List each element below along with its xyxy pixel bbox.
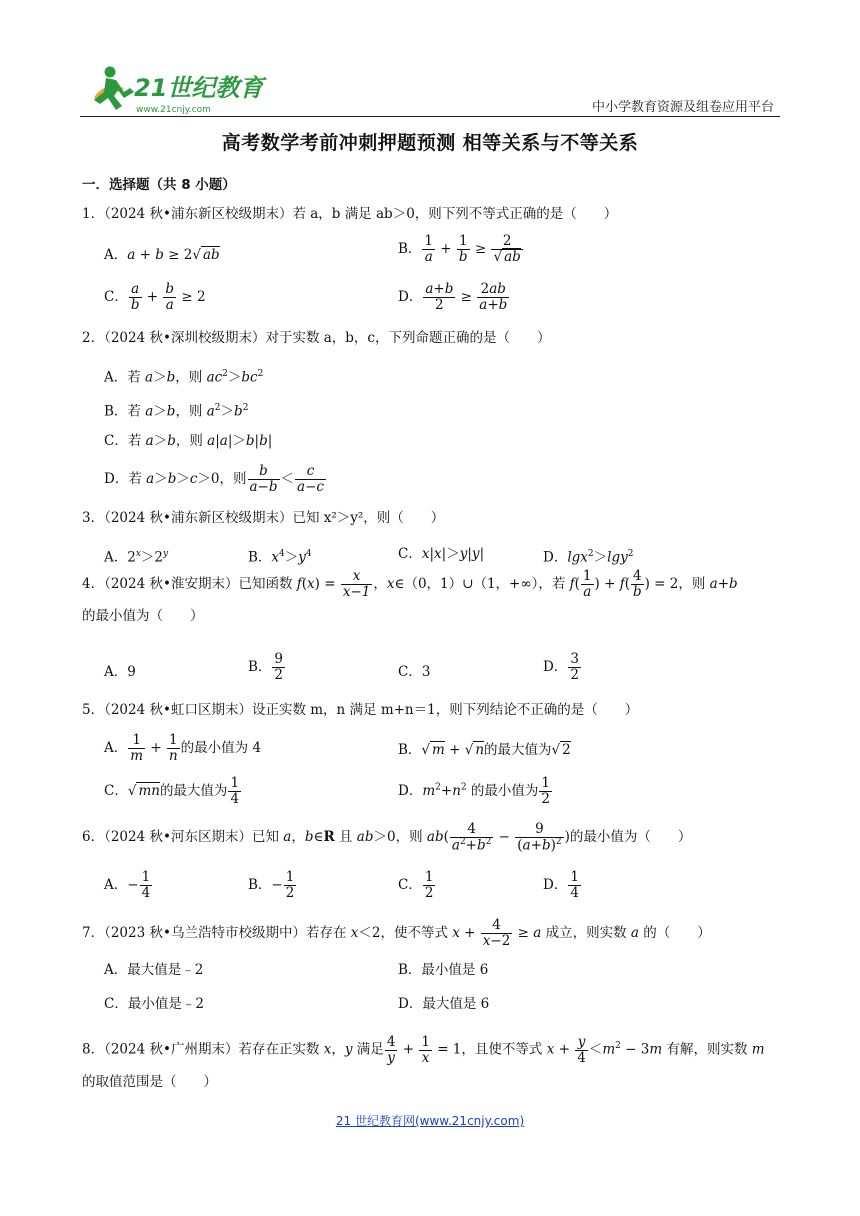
question-3-option-a: A．$2^x>2^y$ — [104, 549, 169, 566]
question-7-stem: 7．（2023 秋•乌兰浩特市校级期中）若存在 x＜2，使不等式 x + $\frac{4}{x-2}$ ≥ a 成立，则实数 a 的（ ） — [82, 917, 711, 949]
question-4-option-a: A．9 — [104, 664, 136, 680]
question-5-option-b: B．√ m + √ n的最大值为√ 2 — [398, 742, 571, 758]
question-1-stem: 1．（2024 秋•浦东新区校级期末）若 a，b 满足 ab＞0，则下列不等式正确的是（ ） — [82, 206, 618, 222]
question-8-stem: 8．（2024 秋•广州期末）若存在正实数 x，y 满足 $\frac{4}{y}$ + $\frac{1}{x}$ = 1，且使不等式 x + $\frac{y}{4}$ $<m^2 - 3m$ 有解，则实数 m 的取值范围是（ ） — [82, 1033, 765, 1090]
question-5-stem: 5．（2024 秋•虹口区期末）设正实数 m，n 满足 m+n＝1，则下列结论不正确的是（ ） — [82, 702, 639, 718]
question-7-option-a: A．最大值是﹣2 — [104, 962, 204, 978]
question-3-option-d: D．lgx$^2$＞lgy$^2$ — [543, 549, 634, 566]
footer — [0, 1112, 860, 1129]
question-4-stem: 4．（2024 秋•淮安期末）已知函数 f(x) = $\frac{x}{x-1}$ ，x∈（0，1）∪（1，+∞），若 f( $\frac{1}{a}$ ) + f( $\frac{4}{b}$ ) = 2，则 a+b 的最小值为（ ） — [82, 568, 738, 624]
question-6-option-d: D． $\frac{1}{4}$ — [543, 869, 579, 901]
question-3-stem: 3．（2024 秋•浦东新区校级期末）已知 x²＞y²，则（ ） — [82, 510, 445, 526]
question-4-option-c: C．3 — [398, 664, 431, 680]
question-1-option-c: C． $\frac{a}{b}$ + $\frac{b}{a}$ ≥ 2 — [104, 281, 206, 313]
question-5-option-c: C．√ mn的最大值为 $\frac{1}{4}$ — [104, 775, 240, 807]
platform-name: 中小学教育资源及组卷应用平台 — [591, 100, 774, 115]
question-1-option-d: D． $\frac{a+b}{2}$ ≥ $\frac{2ab}{a+b}$ — [398, 281, 508, 313]
question-5-option-a: A． $\frac{1}{m}$ + $\frac{1}{n}$ 的最小值为 4 — [104, 732, 262, 764]
question-2-option-b: B．若 a＞b，则 $a^2>b^2$ — [104, 403, 249, 420]
question-4-option-d: D． $\frac{3}{2}$ — [543, 651, 579, 683]
question-2-option-d: D．若 a＞b＞c＞0，则 $\frac{b}{a-b}$ ＜ $\frac{c}{a-c}$ — [104, 463, 324, 495]
question-6-option-c: C． $\frac{1}{2}$ — [398, 869, 434, 901]
question-7-option-c: C．最小值是﹣2 — [104, 996, 204, 1012]
question-2-option-a: A．若 a＞b，则 $ac^2>bc^2$ — [104, 369, 264, 386]
question-3-option-b: B．$x^4>y^4$ — [248, 549, 312, 566]
logo-text: 21世纪教育 — [134, 74, 264, 102]
question-3-option-c: C．x|x|＞y|y| — [398, 546, 485, 562]
question-6-stem: 6．（2024 秋•河东区期末）已知 a，b∈R 且 ab＞0，则 ab( $\frac{4}{a^2+b^2}$ − $\frac{9}{(a+b)^2}$ )的最小值为（ ） — [82, 821, 692, 854]
question-6-option-b: B．− $\frac{1}{2}$ — [248, 869, 295, 901]
question-2-stem: 2．（2024 秋•深圳校级期末）对于实数 a，b，c，下列命题正确的是（ ） — [82, 330, 551, 346]
question-7-option-d: D．最大值是 6 — [398, 996, 490, 1012]
question-1-option-b: B． $\frac{1}{a}$ + $\frac{1}{b}$ ≥ $\frac{2}{√ ab}$ — [398, 233, 521, 265]
question-5-option-d: D．$m^2+n^2$ 的最小值为 $\frac{1}{2}$ — [398, 775, 551, 807]
logo-url-text: www.21cnjy.com — [136, 105, 211, 115]
site-logo — [80, 62, 280, 118]
question-7-option-b: B．最小值是 6 — [398, 962, 489, 978]
footer-link[interactable]: 21 世纪教育网(www.21cnjy.com) — [335, 1114, 525, 1128]
header-divider — [80, 116, 780, 117]
section-heading: 一．选择题（共 8 小题） — [82, 177, 236, 193]
question-1-option-a: A．a + b ≥ 2√ ab — [104, 247, 220, 263]
question-4-option-b: B． $\frac{9}{2}$ — [248, 651, 284, 683]
page-title: 高考数学考前冲刺押题预测 相等关系与不等关系 — [221, 132, 639, 154]
question-2-option-c: C．若 a＞b，则 a|a|＞b|b| — [104, 433, 273, 449]
question-6-option-a: A．− $\frac{1}{4}$ — [104, 869, 151, 901]
